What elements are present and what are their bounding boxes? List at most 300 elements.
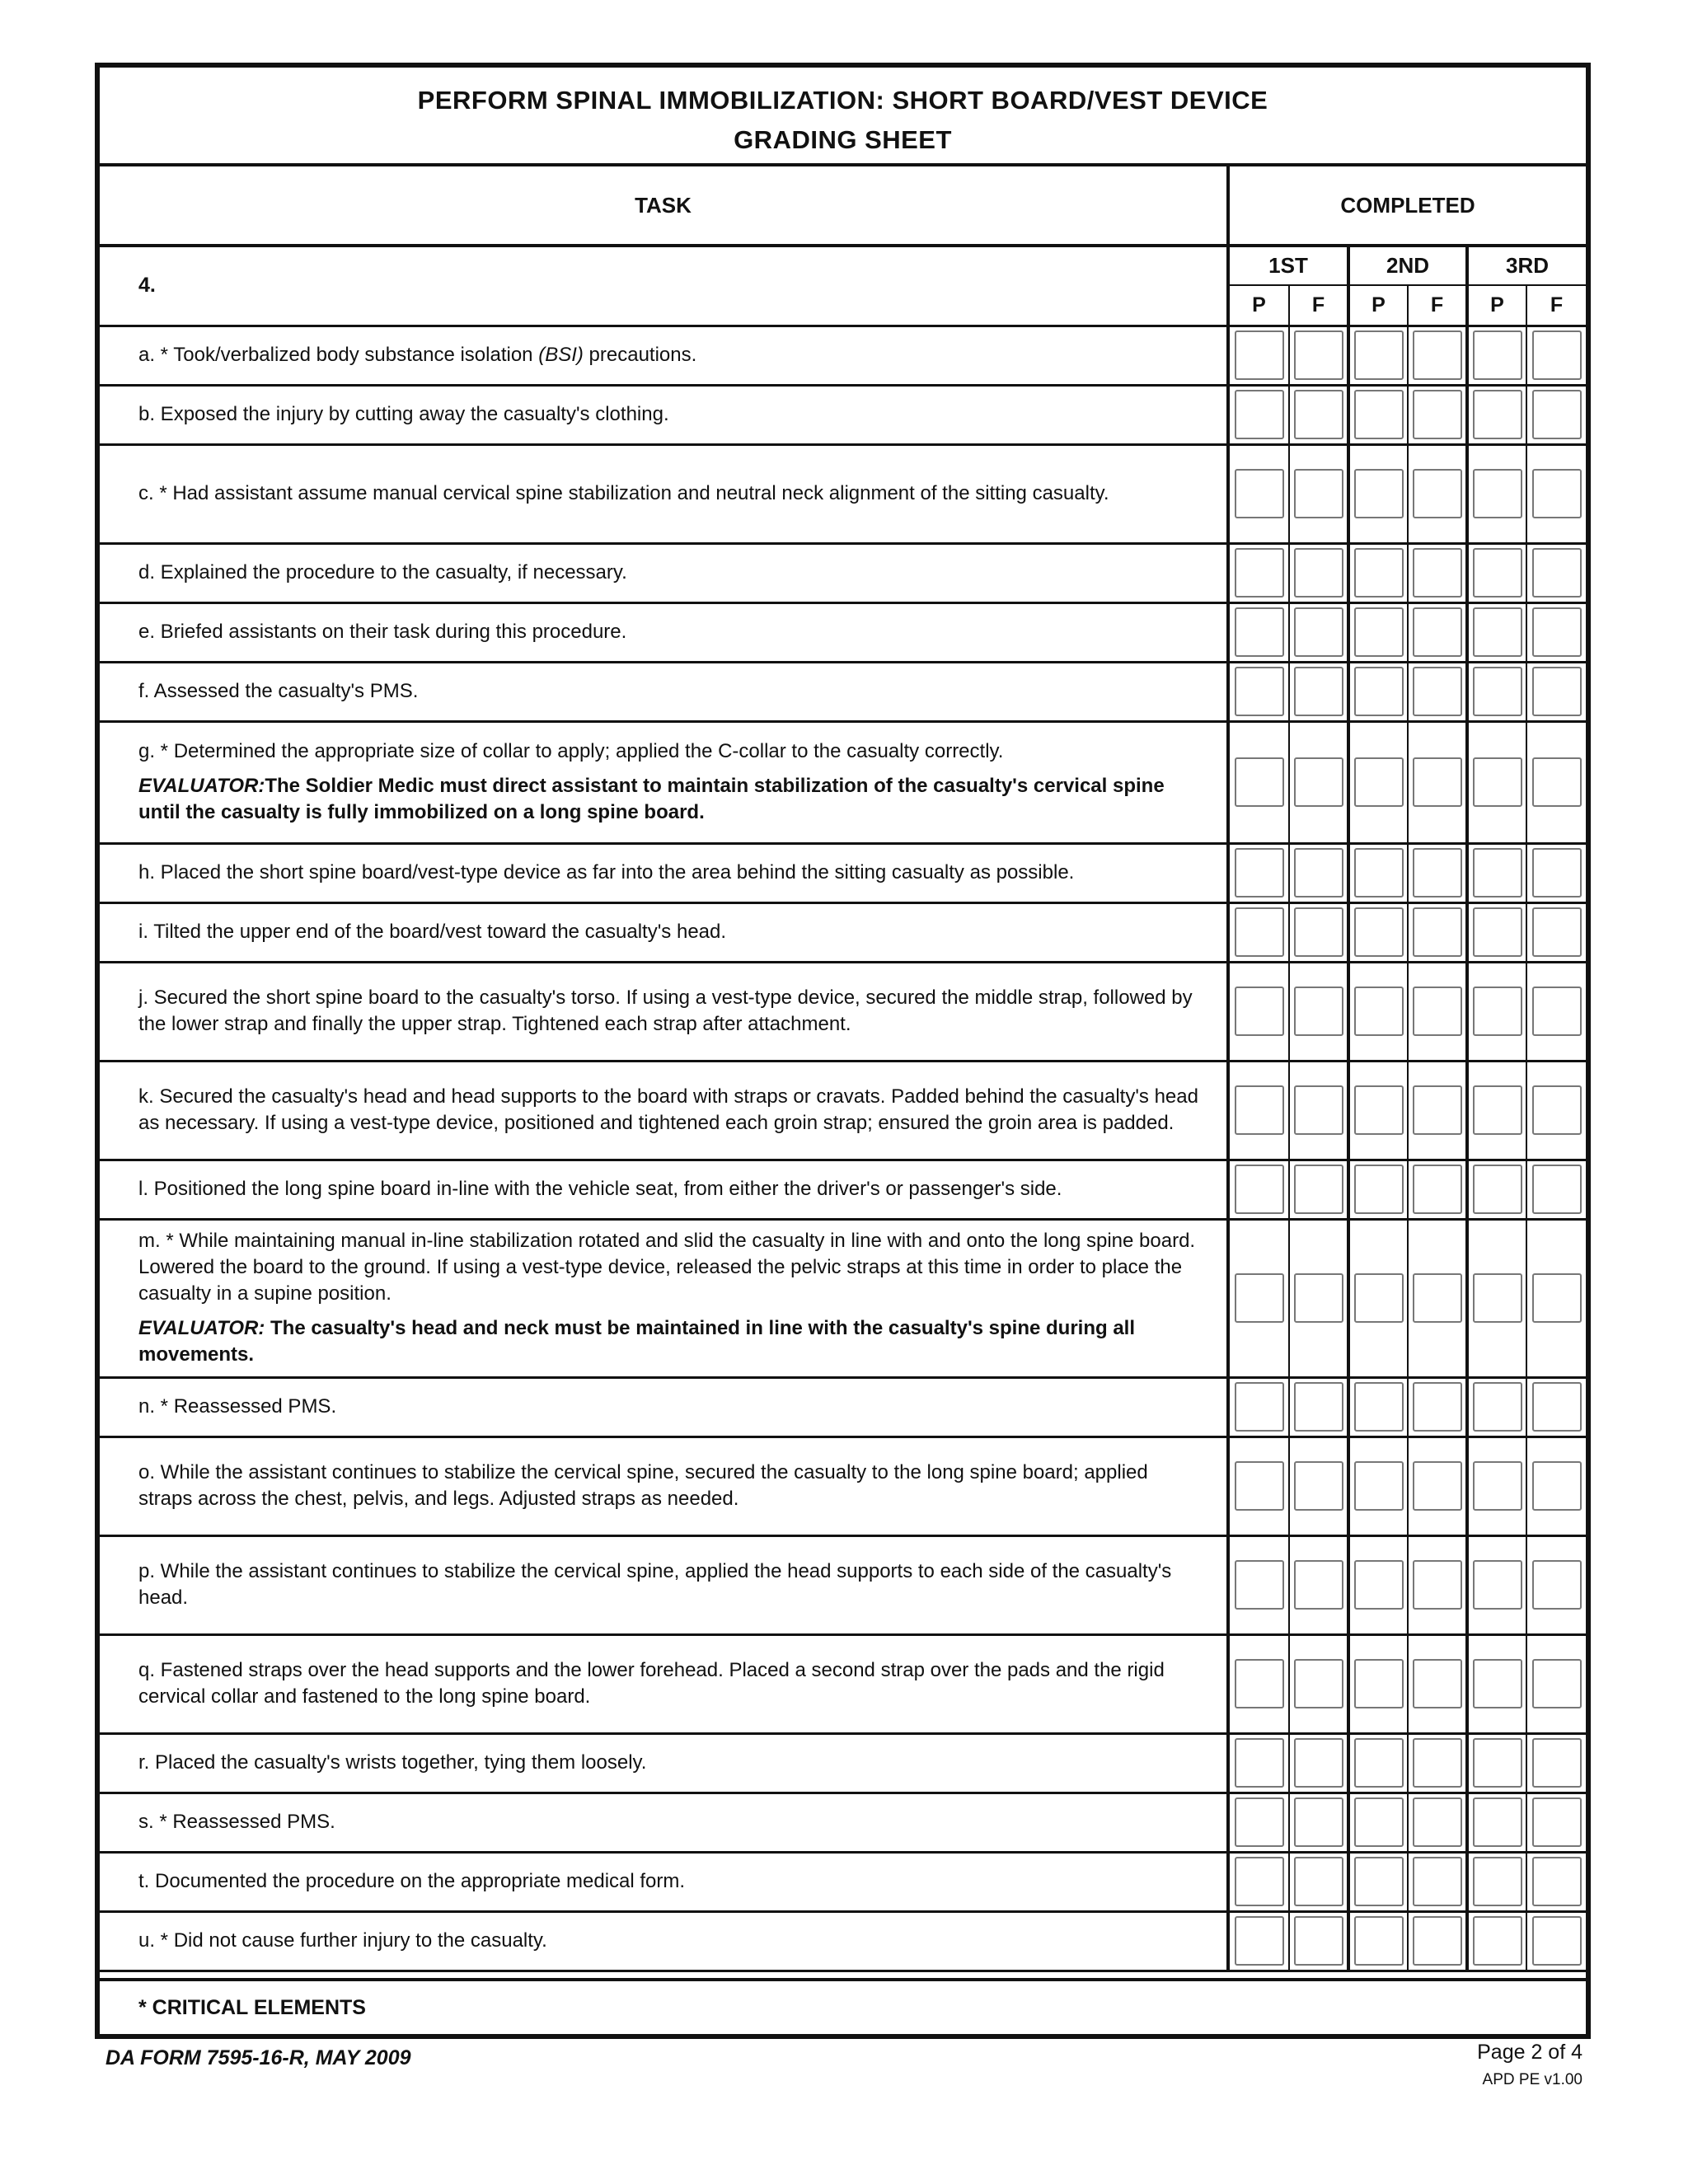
checkbox-fail-2[interactable]: [1413, 1797, 1462, 1847]
checkbox-fail-1[interactable]: [1294, 907, 1343, 957]
checkbox-fail-3[interactable]: [1532, 1560, 1582, 1610]
checkbox-cell: [1467, 962, 1526, 1061]
checkbox-pass-3[interactable]: [1473, 1659, 1522, 1708]
checkbox-cell: [1467, 662, 1526, 721]
checkbox-fail-2[interactable]: [1413, 1659, 1462, 1708]
checkbox-fail-1[interactable]: [1294, 1857, 1343, 1906]
checkbox-pass-1[interactable]: [1235, 1461, 1284, 1511]
pass-header-1: P: [1228, 285, 1289, 326]
task-text: [100, 326, 1228, 385]
checkbox-pass-1[interactable]: [1235, 1659, 1284, 1708]
checkbox-cell: [1526, 962, 1586, 1061]
task-text: [100, 602, 1228, 662]
checkbox-cell: [1467, 543, 1526, 602]
task-text: [100, 1436, 1228, 1535]
checkbox-fail-2[interactable]: [1413, 330, 1462, 380]
checkbox-cell: [1467, 1377, 1526, 1436]
checkbox-fail-3[interactable]: [1532, 667, 1582, 716]
evaluator-label: EVALUATOR:: [138, 775, 265, 797]
checkbox-cell: [1289, 962, 1348, 1061]
checkbox-cell: [1526, 326, 1586, 385]
checkbox-fail-1[interactable]: [1294, 1916, 1343, 1966]
checkbox-cell: [1228, 843, 1289, 902]
task-row: [100, 444, 1586, 543]
checkbox-cell: [1228, 602, 1289, 662]
checkbox-pass-1[interactable]: [1235, 469, 1284, 518]
checkbox-pass-3[interactable]: [1473, 1797, 1522, 1847]
checkbox-fail-1[interactable]: [1294, 390, 1343, 439]
checkbox-cell: [1526, 602, 1586, 662]
checkbox-cell: [1526, 1061, 1586, 1160]
checkbox-cell: [1228, 385, 1289, 444]
checkbox-pass-1[interactable]: [1235, 907, 1284, 957]
checkbox-cell: [1408, 444, 1467, 543]
task-row: [100, 662, 1586, 721]
checkbox-pass-2[interactable]: [1354, 987, 1404, 1036]
task-text: [100, 843, 1228, 902]
checkbox-cell: [1348, 1793, 1408, 1852]
checkbox-cell: [1408, 1852, 1467, 1911]
checkbox-pass-2[interactable]: [1354, 548, 1404, 598]
checkbox-pass-2[interactable]: [1354, 907, 1404, 957]
task-text-main: j. Secured the short spine board to the casualty's torso. If using a vest-type device, secured the middle strap, followed by the lower strap and finally the upper strap. Tightened each strap after attachment.: [138, 987, 1193, 1035]
pass-header-3: P: [1467, 285, 1526, 326]
checkbox-cell: [1348, 1061, 1408, 1160]
checkbox-fail-2[interactable]: [1413, 667, 1462, 716]
task-text-part: a. * Took/verbalized body substance isolation: [138, 344, 539, 366]
page-number: Page 2 of 4: [1477, 2041, 1582, 2064]
checkbox-pass-2[interactable]: [1354, 1797, 1404, 1847]
checkbox-pass-2[interactable]: [1354, 667, 1404, 716]
checkbox-fail-3[interactable]: [1532, 987, 1582, 1036]
checkbox-cell: [1408, 962, 1467, 1061]
checkbox-cell: [1228, 1377, 1289, 1436]
checkbox-cell: [1289, 662, 1348, 721]
task-row: [100, 326, 1586, 385]
attempt-1-header: 1ST: [1228, 246, 1348, 285]
checkbox-fail-2[interactable]: [1413, 1461, 1462, 1511]
checkbox-cell: [1408, 1436, 1467, 1535]
checkbox-fail-1[interactable]: [1294, 1085, 1343, 1135]
checkbox-cell: [1408, 326, 1467, 385]
checkbox-cell: [1526, 1219, 1586, 1377]
task-text-main: d. Explained the procedure to the casualty, if necessary.: [138, 561, 627, 583]
evaluator-text: The casualty's head and neck must be maintained in line with the casualty's spine during all movements.: [138, 1317, 1136, 1366]
checkbox-fail-2[interactable]: [1413, 548, 1462, 598]
checkbox-fail-1[interactable]: [1294, 607, 1343, 657]
checkbox-cell: [1348, 1377, 1408, 1436]
checkbox-cell: [1228, 1793, 1289, 1852]
checkbox-fail-3[interactable]: [1532, 1273, 1582, 1323]
attempt-2-header: 2ND: [1348, 246, 1467, 285]
checkbox-pass-3[interactable]: [1473, 607, 1522, 657]
checkbox-pass-3[interactable]: [1473, 907, 1522, 957]
checkbox-pass-1[interactable]: [1235, 390, 1284, 439]
checkbox-cell: [1408, 1634, 1467, 1733]
checkbox-fail-3[interactable]: [1532, 1659, 1582, 1708]
checkbox-pass-3[interactable]: [1473, 1857, 1522, 1906]
checkbox-fail-3[interactable]: [1532, 1461, 1582, 1511]
checkbox-cell: [1348, 662, 1408, 721]
checkbox-cell: [1348, 1634, 1408, 1733]
checkbox-pass-3[interactable]: [1473, 987, 1522, 1036]
checkbox-pass-2[interactable]: [1354, 469, 1404, 518]
checkbox-cell: [1467, 1436, 1526, 1535]
checkbox-pass-3[interactable]: [1473, 548, 1522, 598]
checkbox-fail-3[interactable]: [1532, 1916, 1582, 1966]
task-row: [100, 543, 1586, 602]
checkbox-cell: [1348, 385, 1408, 444]
checkbox-cell: [1467, 1852, 1526, 1911]
checkbox-cell: [1467, 1911, 1526, 1971]
checkbox-cell: [1348, 602, 1408, 662]
task-text: [100, 1911, 1228, 1971]
checkbox-pass-1[interactable]: [1235, 330, 1284, 380]
checkbox-cell: [1289, 843, 1348, 902]
checkbox-pass-1[interactable]: [1235, 607, 1284, 657]
checkbox-pass-3[interactable]: [1473, 390, 1522, 439]
checkbox-cell: [1228, 962, 1289, 1061]
form-title: PERFORM SPINAL IMMOBILIZATION: SHORT BOARD/VEST DEVICE: [417, 86, 1268, 115]
checkbox-fail-3[interactable]: [1532, 330, 1582, 380]
checkbox-cell: [1228, 1061, 1289, 1160]
checkbox-cell: [1408, 543, 1467, 602]
checkbox-fail-1[interactable]: [1294, 1797, 1343, 1847]
checkbox-fail-2[interactable]: [1413, 1085, 1462, 1135]
checkbox-cell: [1526, 721, 1586, 843]
task-row: [100, 1733, 1586, 1793]
task-row: [100, 721, 1586, 843]
task-text: [100, 1733, 1228, 1793]
task-text-main: c. * Had assistant assume manual cervical spine stabilization and neutral neck alignment of the sitting casualty.: [138, 482, 1109, 504]
checkbox-cell: [1408, 902, 1467, 962]
checkbox-cell: [1348, 962, 1408, 1061]
task-text: [100, 543, 1228, 602]
checkbox-cell: [1228, 1733, 1289, 1793]
task-text: [100, 444, 1228, 543]
checkbox-pass-3[interactable]: [1473, 1273, 1522, 1323]
checkbox-fail-2[interactable]: [1413, 1857, 1462, 1906]
checkbox-fail-2[interactable]: [1413, 1738, 1462, 1788]
checkbox-fail-1[interactable]: [1294, 548, 1343, 598]
task-text: [100, 902, 1228, 962]
checkbox-fail-3[interactable]: [1532, 1085, 1582, 1135]
task-row: [100, 1061, 1586, 1160]
checkbox-pass-1[interactable]: [1235, 667, 1284, 716]
task-row: [100, 1852, 1586, 1911]
checkbox-cell: [1289, 1852, 1348, 1911]
task-row: [100, 843, 1586, 902]
checkbox-fail-1[interactable]: [1294, 330, 1343, 380]
checkbox-fail-1[interactable]: [1294, 1382, 1343, 1432]
checkbox-pass-3[interactable]: [1473, 667, 1522, 716]
task-text: [100, 721, 1228, 843]
checkbox-pass-1[interactable]: [1235, 1797, 1284, 1847]
checkbox-pass-2[interactable]: [1354, 1461, 1404, 1511]
checkbox-pass-2[interactable]: [1354, 757, 1404, 807]
checkbox-cell: [1289, 444, 1348, 543]
task-text: [100, 1634, 1228, 1733]
checkbox-fail-3[interactable]: [1532, 1738, 1582, 1788]
checkbox-cell: [1526, 444, 1586, 543]
checkbox-cell: [1408, 1535, 1467, 1634]
checkbox-cell: [1228, 444, 1289, 543]
checkbox-cell: [1289, 1634, 1348, 1733]
checkbox-fail-1[interactable]: [1294, 1165, 1343, 1214]
checkbox-fail-1[interactable]: [1294, 1273, 1343, 1323]
checkbox-cell: [1408, 1160, 1467, 1219]
checkbox-pass-1[interactable]: [1235, 548, 1284, 598]
checkbox-pass-2[interactable]: [1354, 1738, 1404, 1788]
form-version: APD PE v1.00: [1482, 2071, 1582, 2088]
completed-header: COMPLETED: [1228, 166, 1586, 246]
checkbox-pass-2[interactable]: [1354, 1165, 1404, 1214]
checkbox-cell: [1408, 602, 1467, 662]
checkbox-cell: [1408, 1061, 1467, 1160]
checkbox-fail-3[interactable]: [1532, 390, 1582, 439]
task-text-main: o. While the assistant continues to stabilize the cervical spine, secured the casualty to the long spine board; applied straps across the chest, pelvis, and legs. Adjusted straps as needed.: [138, 1461, 1148, 1510]
checkbox-cell: [1348, 1535, 1408, 1634]
checkbox-pass-3[interactable]: [1473, 848, 1522, 898]
checkbox-cell: [1348, 1733, 1408, 1793]
checkbox-pass-3[interactable]: [1473, 1165, 1522, 1214]
task-text-main: i. Tilted the upper end of the board/vest toward the casualty's head.: [138, 921, 727, 943]
task-text-main: p. While the assistant continues to stabilize the cervical spine, applied the head supports to each side of the casualty's head.: [138, 1560, 1172, 1609]
checkbox-cell: [1526, 1436, 1586, 1535]
checkbox-cell: [1526, 1377, 1586, 1436]
checkbox-pass-2[interactable]: [1354, 390, 1404, 439]
fail-header-1: F: [1289, 285, 1348, 326]
checkbox-fail-3[interactable]: [1532, 757, 1582, 807]
checkbox-pass-2[interactable]: [1354, 1382, 1404, 1432]
checkbox-fail-2[interactable]: [1413, 1165, 1462, 1214]
checkbox-pass-3[interactable]: [1473, 757, 1522, 807]
task-text-main: s. * Reassessed PMS.: [138, 1811, 335, 1833]
checkbox-pass-1[interactable]: [1235, 1273, 1284, 1323]
checkbox-fail-3[interactable]: [1532, 607, 1582, 657]
checkbox-cell: [1467, 1535, 1526, 1634]
task-text-main: g. * Determined the appropriate size of collar to apply; applied the C-collar to the casualty correctly.: [138, 740, 1004, 762]
form-subtitle: GRADING SHEET: [734, 125, 952, 154]
form-id: DA FORM 7595-16-R, MAY 2009: [106, 2046, 411, 2069]
task-text-main: r. Placed the casualty's wrists together, tying them loosely.: [138, 1751, 647, 1774]
checkbox-fail-3[interactable]: [1532, 907, 1582, 957]
checkbox-pass-2[interactable]: [1354, 1857, 1404, 1906]
checkbox-pass-2[interactable]: [1354, 848, 1404, 898]
checkbox-fail-2[interactable]: [1413, 390, 1462, 439]
checkbox-fail-3[interactable]: [1532, 1857, 1582, 1906]
checkbox-fail-2[interactable]: [1413, 987, 1462, 1036]
checkbox-cell: [1289, 602, 1348, 662]
checkbox-cell: [1228, 662, 1289, 721]
task-text-main: h. Placed the short spine board/vest-type device as far into the area behind the sitting casualty as possible.: [138, 861, 1075, 883]
attempt-3-header: 3RD: [1467, 246, 1586, 285]
task-table: [100, 166, 1586, 1972]
checkbox-fail-2[interactable]: [1413, 848, 1462, 898]
checkbox-pass-3[interactable]: [1473, 1916, 1522, 1966]
checkbox-cell: [1348, 902, 1408, 962]
checkbox-cell: [1526, 843, 1586, 902]
checkbox-cell: [1408, 662, 1467, 721]
checkbox-cell: [1467, 1793, 1526, 1852]
checkbox-cell: [1467, 444, 1526, 543]
checkbox-cell: [1228, 1535, 1289, 1634]
checkbox-cell: [1408, 385, 1467, 444]
checkbox-cell: [1289, 326, 1348, 385]
checkbox-cell: [1348, 444, 1408, 543]
task-text-main: q. Fastened straps over the head supports and the lower forehead. Placed a second strap over the pads and the rigid cervical collar and fastened to the long spine board.: [138, 1659, 1165, 1708]
checkbox-fail-3[interactable]: [1532, 548, 1582, 598]
checkbox-pass-1[interactable]: [1235, 1085, 1284, 1135]
task-row: [100, 902, 1586, 962]
task-text: [100, 1160, 1228, 1219]
checkbox-fail-3[interactable]: [1532, 1165, 1582, 1214]
checkbox-cell: [1467, 326, 1526, 385]
checkbox-cell: [1526, 1733, 1586, 1793]
checkbox-pass-2[interactable]: [1354, 1085, 1404, 1135]
checkbox-cell: [1228, 1634, 1289, 1733]
checkbox-cell: [1408, 1733, 1467, 1793]
checkbox-pass-3[interactable]: [1473, 330, 1522, 380]
checkbox-cell: [1467, 902, 1526, 962]
checkbox-fail-1[interactable]: [1294, 469, 1343, 518]
checkbox-cell: [1526, 543, 1586, 602]
task-text: [100, 1219, 1228, 1377]
checkbox-cell: [1289, 1911, 1348, 1971]
checkbox-fail-2[interactable]: [1413, 469, 1462, 518]
checkbox-cell: [1348, 1436, 1408, 1535]
checkbox-cell: [1526, 1911, 1586, 1971]
title-block: [100, 68, 1586, 166]
checkbox-cell: [1348, 543, 1408, 602]
checkbox-cell: [1289, 1733, 1348, 1793]
checkbox-pass-1[interactable]: [1235, 848, 1284, 898]
task-row: [100, 1793, 1586, 1852]
checkbox-pass-2[interactable]: [1354, 1273, 1404, 1323]
checkbox-cell: [1348, 843, 1408, 902]
checkbox-fail-1[interactable]: [1294, 1560, 1343, 1610]
checkbox-cell: [1467, 1733, 1526, 1793]
checkbox-fail-2[interactable]: [1413, 1273, 1462, 1323]
checkbox-fail-3[interactable]: [1532, 1382, 1582, 1432]
checkbox-pass-2[interactable]: [1354, 1916, 1404, 1966]
checkbox-cell: [1228, 1219, 1289, 1377]
checkbox-cell: [1228, 1911, 1289, 1971]
task-header: TASK: [100, 166, 1228, 246]
task-row: [100, 1219, 1586, 1377]
task-row: [100, 1634, 1586, 1733]
checkbox-fail-3[interactable]: [1532, 848, 1582, 898]
checkbox-pass-3[interactable]: [1473, 1461, 1522, 1511]
checkbox-cell: [1467, 1061, 1526, 1160]
checkbox-fail-3[interactable]: [1532, 1797, 1582, 1847]
checkbox-pass-3[interactable]: [1473, 469, 1522, 518]
checkbox-pass-3[interactable]: [1473, 1085, 1522, 1135]
checkbox-pass-3[interactable]: [1473, 1738, 1522, 1788]
task-text: [100, 962, 1228, 1061]
checkbox-fail-1[interactable]: [1294, 1738, 1343, 1788]
task-row: [100, 602, 1586, 662]
checkbox-pass-1[interactable]: [1235, 1857, 1284, 1906]
checkbox-pass-1[interactable]: [1235, 1165, 1284, 1214]
checkbox-fail-2[interactable]: [1413, 907, 1462, 957]
checkbox-cell: [1526, 1852, 1586, 1911]
task-text-part: precautions.: [583, 344, 697, 366]
checkbox-cell: [1408, 1219, 1467, 1377]
checkbox-fail-2[interactable]: [1413, 1916, 1462, 1966]
task-text: [100, 1852, 1228, 1911]
checkbox-cell: [1289, 721, 1348, 843]
checkbox-fail-1[interactable]: [1294, 848, 1343, 898]
checkbox-cell: [1408, 1793, 1467, 1852]
checkbox-pass-3[interactable]: [1473, 1560, 1522, 1610]
checkbox-pass-2[interactable]: [1354, 1560, 1404, 1610]
checkbox-cell: [1228, 902, 1289, 962]
fail-header-3: F: [1526, 285, 1586, 326]
task-text-abbrev: (BSI): [538, 344, 584, 366]
checkbox-cell: [1467, 1219, 1526, 1377]
task-row: [100, 1535, 1586, 1634]
checkbox-fail-2[interactable]: [1413, 757, 1462, 807]
checkbox-pass-2[interactable]: [1354, 330, 1404, 380]
task-text: [100, 385, 1228, 444]
checkbox-cell: [1228, 326, 1289, 385]
checkbox-fail-2[interactable]: [1413, 1382, 1462, 1432]
checkbox-pass-1[interactable]: [1235, 987, 1284, 1036]
checkbox-cell: [1228, 1852, 1289, 1911]
checkbox-cell: [1289, 1160, 1348, 1219]
checkbox-fail-3[interactable]: [1532, 469, 1582, 518]
checkbox-pass-1[interactable]: [1235, 1560, 1284, 1610]
checkbox-pass-1[interactable]: [1235, 1382, 1284, 1432]
fail-header-2: F: [1408, 285, 1467, 326]
checkbox-cell: [1408, 1911, 1467, 1971]
checkbox-pass-3[interactable]: [1473, 1382, 1522, 1432]
checkbox-pass-1[interactable]: [1235, 1916, 1284, 1966]
checkbox-cell: [1228, 1160, 1289, 1219]
checkbox-fail-1[interactable]: [1294, 667, 1343, 716]
checkbox-cell: [1467, 602, 1526, 662]
critical-elements-row: [100, 1978, 1586, 2034]
checkbox-fail-1[interactable]: [1294, 1461, 1343, 1511]
checkbox-fail-2[interactable]: [1413, 607, 1462, 657]
evaluator-label: EVALUATOR:: [138, 1317, 265, 1339]
checkbox-pass-1[interactable]: [1235, 1738, 1284, 1788]
checkbox-cell: [1289, 1061, 1348, 1160]
checkbox-pass-1[interactable]: [1235, 757, 1284, 807]
checkbox-cell: [1526, 1634, 1586, 1733]
task-text-main: f. Assessed the casualty's PMS.: [138, 680, 419, 702]
checkbox-fail-1[interactable]: [1294, 1659, 1343, 1708]
grading-sheet: [95, 63, 1591, 2039]
checkbox-fail-2[interactable]: [1413, 1560, 1462, 1610]
task-row: [100, 385, 1586, 444]
checkbox-cell: [1348, 1219, 1408, 1377]
task-text-main: n. * Reassessed PMS.: [138, 1395, 337, 1418]
task-text-main: m. * While maintaining manual in-line stabilization rotated and slid the casualty in line with and onto the long spine board. Lowered the board to the ground. If using a vest-type device, released the pelvic straps at this time in order to place the casualty in a supine position.: [138, 1230, 1196, 1305]
checkbox-fail-1[interactable]: [1294, 987, 1343, 1036]
checkbox-pass-2[interactable]: [1354, 607, 1404, 657]
checkbox-fail-1[interactable]: [1294, 757, 1343, 807]
checkbox-cell: [1348, 721, 1408, 843]
task-text-main: e. Briefed assistants on their task during this procedure.: [138, 621, 627, 643]
checkbox-pass-2[interactable]: [1354, 1659, 1404, 1708]
checkbox-cell: [1228, 721, 1289, 843]
pass-header-2: P: [1348, 285, 1408, 326]
checkbox-cell: [1526, 1793, 1586, 1852]
evaluator-note: [138, 773, 1202, 826]
task-row: [100, 1911, 1586, 1971]
